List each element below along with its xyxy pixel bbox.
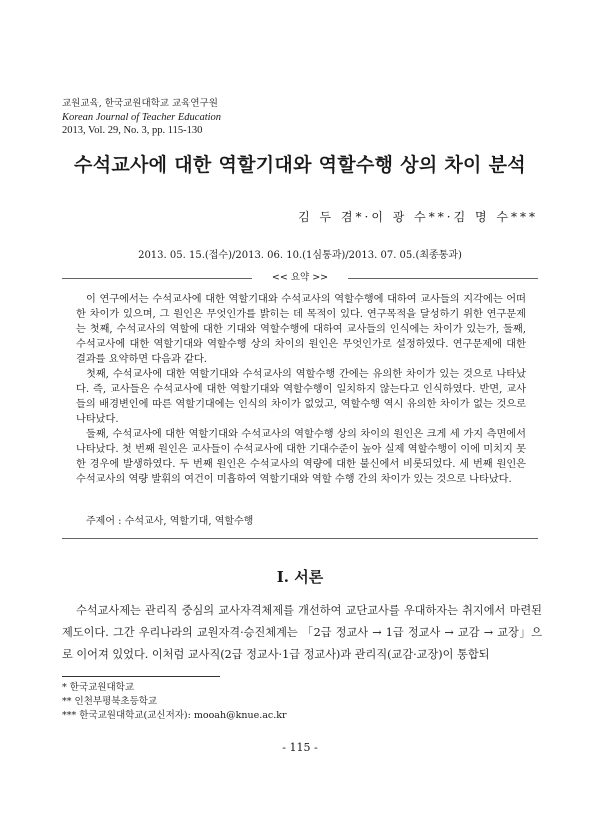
summary-header [62,272,538,284]
page-number: - 115 - [282,741,318,754]
body-paragraph: 수석교사제는 관리직 중심의 교사자격체제를 개선하여 교단교사를 우대하자는 취지에서 마련된 제도이다. 그간 우리나라의 교원자격·승진체계는 「2급 정교사 → 1급 정교사 → 교감 → 교장」으로 이어져 있었다. 이처럼 교사직(2급 정교사·1급 정교사)과 관리직(교감·교장)이 통합되 [62,604,542,661]
divider [348,278,538,279]
section-heading: Ⅰ. 서론 [276,568,324,586]
footnote: * 한국교원대학교 [62,682,135,693]
abstract-paragraph: 둘째, 수석교사에 대한 역할기대와 수석교사의 역할수행 상의 차이의 원인은 크게 세 가지 측면에서 나타났다. 첫 번째 원인은 교사들이 수석교사에 대한 기대수준이 높아 실제 역할수행이 이에 미치지 못한 경우에 발생하였다. 두 번째 원인은 수석교사의 역량에 대한 불신에서 비롯되었다. 세 번째 원인은 수석교사의 역량 발휘의 여건이 미흡하여 역할기대와 역할 수행 간의 차이가 있는 것으로 나타났다. [76,429,526,485]
journal-info [62,97,221,138]
journal-name-korean: 교원교육, 한국교원대학교 교육연구원 [62,98,218,109]
footnotes [62,681,287,723]
footnote: ** 인천부평북초등학교 [62,696,158,707]
summary-label: << 요약 >> [271,272,329,283]
footnote: *** 한국교원대학교(교신저자): mooah@knue.ac.kr [62,710,287,721]
author-list: 김 두 겸*·이 광 수**·김 명 수*** [298,210,538,224]
review-dates: 2013. 05. 15.(접수)/2013. 06. 10.(1심통과)/2013. 07. 05.(최종통과) [138,250,462,261]
abstract-paragraph: 이 연구에서는 수석교사에 대한 역할기대와 수석교사의 역할수행에 대하여 교사들의 지각에는 어떠한 차이가 있으며, 그 원인은 무엇인가를 밝히는 데 목적이 있다. 연구목적을 달성하기 위한 연구문제는 첫째, 수석교사의 역할에 대한 기대와 역할수행에 대하여 교사들의 인식에는 차이가 있는가, 둘째, 수석교사에 대한 역할기대와 역할수행 상의 차이의 원인은 무엇인가로 설정하였다. 연구문제에 대한 결과를 요약하면 다음과 같다. [76,294,526,365]
journal-volume: 2013, Vol. 29, No. 3, pp. 115-130 [62,125,203,136]
abstract [76,292,526,487]
footnote-divider [62,676,220,677]
paper-title: 수석교사에 대한 역할기대와 역할수행 상의 차이 분석 [74,154,526,176]
keywords: 주제어 : 수석교사, 역할기대, 역할수행 [86,516,254,527]
body-text [62,600,542,666]
divider [62,538,538,539]
abstract-paragraph: 첫째, 수석교사에 대한 역할기대와 수석교사의 역할수행 간에는 유의한 차이가 있는 것으로 나타났다. 즉, 교사들은 수석교사에 대한 역할기대와 역할수행이 일치하지 않는다고 인식하였다. 반면, 교사들의 배경변인에 따른 역할기대에는 인식의 차이가 없었고, 역할수행 역시 유의한 차이가 없는 것으로 나타났다. [76,369,526,425]
journal-name-english: Korean Journal of Teacher Education [62,111,222,123]
